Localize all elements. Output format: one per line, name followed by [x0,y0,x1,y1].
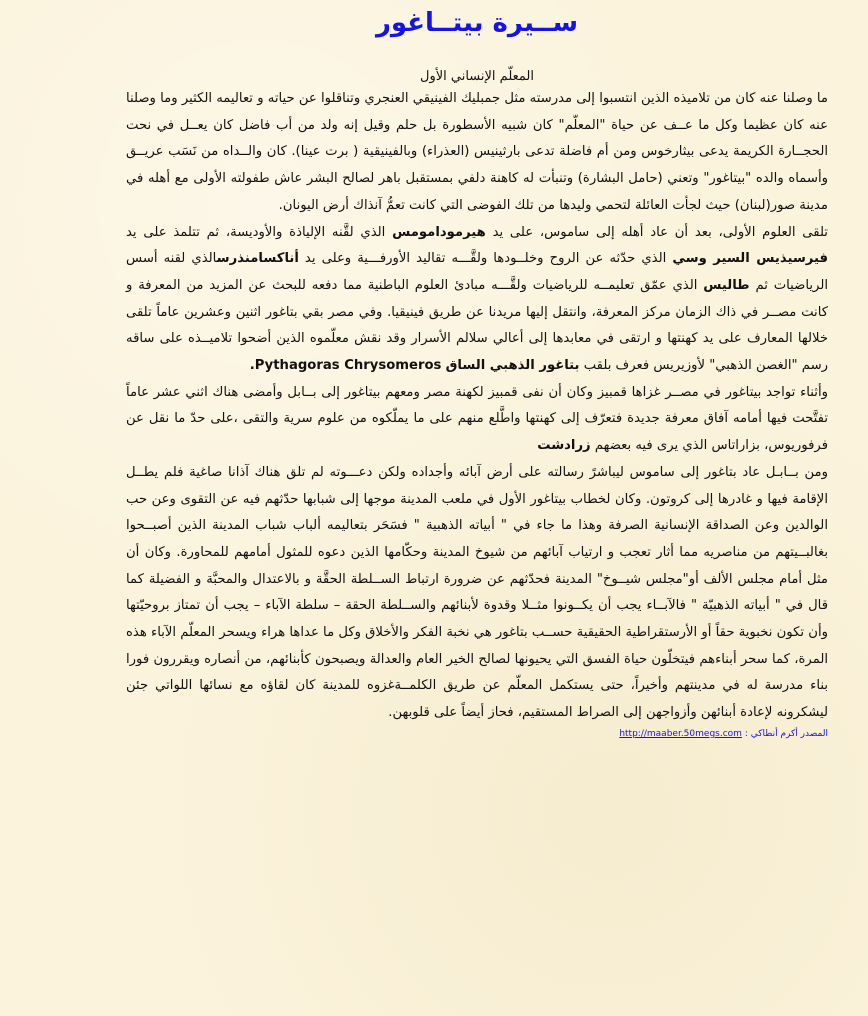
page-subtitle: المعلّم الإنساني الأول [420,69,534,84]
text-run: الذي لقنه أسس الرياضيات ثم [126,251,828,293]
text-run: الذي لقَّنه الإلياذة والأوديسة، ثم تتلمذ على يد [126,224,393,240]
text-run: وأثناء تواجد بيتاغور في مصــر غزاها قمبيز وكان أن نفى قمبيز لكهنة مصر ومعهم بيتاغور إلى بــابل وأمضى هناك اثني عشر عاماً تفتَّحت فيها أمامه آفاق معرفة جديدة فتعرّف إلى كهنتها واطَّلع منهم على ما يملّكوه من علوم سرية والتقى ،على حدّ ما نقل عن فرفوريوس، بزاراتاس الذي يرى فيه بعضهم [126,384,828,454]
paragraph-babylon-croton [126,380,828,727]
source-credit [126,729,828,739]
page-title: ســيرة بيتــاغور [375,8,579,38]
text-run: . [249,358,255,374]
epithet-golden-thigh: بتاغور الذهبي الساق [445,358,580,374]
name-hermodamas: هيرمودامومس [392,224,486,240]
name-zoroaster: زرادشت [537,438,591,454]
paragraph-education [126,220,828,380]
source-link[interactable]: http://maaber.50megs.com [619,728,742,739]
name-pherecydes: فيرسيذيس السير وسي [672,251,829,267]
text-run: ومن بــابـل عاد بتاغور إلى ساموس ليباشرً رسالته على أرض آبائه وأجداده ولكن دعـــوته لم تلق هناك آذانا صاغية فلم يطــل الإقامة فيها و غادرها إلى كروتون. وكان لخطاب بيتاغور الأول في ملعب المدينة موجها إلى شبابها حدّثهم فيه عن التقوى وعن حب الوالدين وعن الصداقة الإنسانية الصرفة وهذا ما جاء في " أبياته الذهبية " فسَحَر بتعاليمه ألباب شباب المدينة الذين أصبــحوا بغالبــيتهم من مناصريه مما أثار تعجب و ارتياب آبائهم من شيوخ المدينة وحكّامها الذين دعوه للمثول أمامهم للمحاورة. وكان أن مثل أمام مجلس الألف أو"مجلس شيــوخ" المدينة فحدّثهم عن ضرورة ارتباط الســلطة الحقَّة و بالاعتدال والمحبَّة و الفضيلة كما قال في " أبياته الذهبيّة " فالآبــاء يجب أن يكــونوا مثــلا وقدوة لأبنائهم والســلطة الحقة – سلطة الآباء – يجب أن تمتاز بروحيّتها وأن تكون نخبوية حقاً أو الأرستقراطية الحقيقية حســب بتاغور هي نخبة الفكر والأخلاق وكل ما عداها هراء ويسحر المعلّم الآباء هذه المرة، كما سحر أبناءهم فيتخلّون حياة الفسق التي يحيونها لصالح الخير العام والعدالة ويصبحون كأبنائهم، من أنصاره ويقررون فورا بناء مدرسة له في مدينتهم وأخيراً، حتى يستكمل المعلّم عن طريق الكلمــةغزوه للمدينة كان لقاؤه مع نسائها اللواتي جئن ليشكرونه لإعادة أبنائهن وأزواجهن إلى الصراط المستقيم، فحاز أيضاً على قلوبهن. [126,464,828,721]
article-body [126,86,828,727]
text-run: تلقى العلوم الأولى، بعد أن عاد أهله إلى ساموس، على يد [485,224,828,240]
latin-epithet: Pythagoras Chrysomeros [254,358,442,374]
paragraph-birth: ما وصلنا عنه كان من تلاميذه الذين انتسبوا إلى مدرسته مثل جمبليك الفينيقي العنجري وتناقلوا عن حياته و تعاليمه الكثير وما وصلنا عنه كان عظيما وكل ما عــف عن حياة "المعلّم" كان شبيه الأسطورة بل حلم وقيل إنه ولد من أب فاضل كان يعــل في نحت الحجــارة الكريمة يدعى بيثارخوس ومن أم فاضلة تدعى بارثينيس (العذراء) وبالفينيقية ( برت عينا). كان والــداه من نَسَب عريــق وأسماه والده "بيتاغور" وتعني (حامل البشارة) وتنبأت له كاهنة دلفي بمستقبل باهر لصالح البشر عاش طفولته الأولى مع أهله في مدينة صور(لبنان) حيث لجأت العائلة لتحمي وليدها من تلك الفوضى التي كانت تعمُّ آنذاك أرض اليونان. [126,91,828,213]
source-label: المصدر أكرم أنطاكي : [744,728,828,739]
name-anaximander: أناكسامنذرس [216,251,299,267]
text-run: الذي حدّثه عن الروح وخلــودها ولقَّـــه تقاليد الأورفـــية وعلى يد [298,251,673,267]
name-thales: طاليس [703,277,750,293]
text-run: الذي عمّق تعليمــه للرياضيات ولقَّـــه مبادئ العلوم الباطنية مما دفعه للبحث عن المزيد من المعرفة و كانت مصــر في ذاك الزمان مركز المعرفة، وانتقل إليها مريدنا عن طريق فينيقيا. وفي مصر بقي بتاغور اثنين وعشرين عاماً تلقى خلالها المعارف على يد كهنتها و ارتقى في معابدها إلى أعالي سلالم الأسرار وقد نقش معلّموه الذين أضحوا تلاميــذه على ساقه رسم "الغصن الذهبي" لأوزيريس فعرف بلقب [126,277,828,374]
